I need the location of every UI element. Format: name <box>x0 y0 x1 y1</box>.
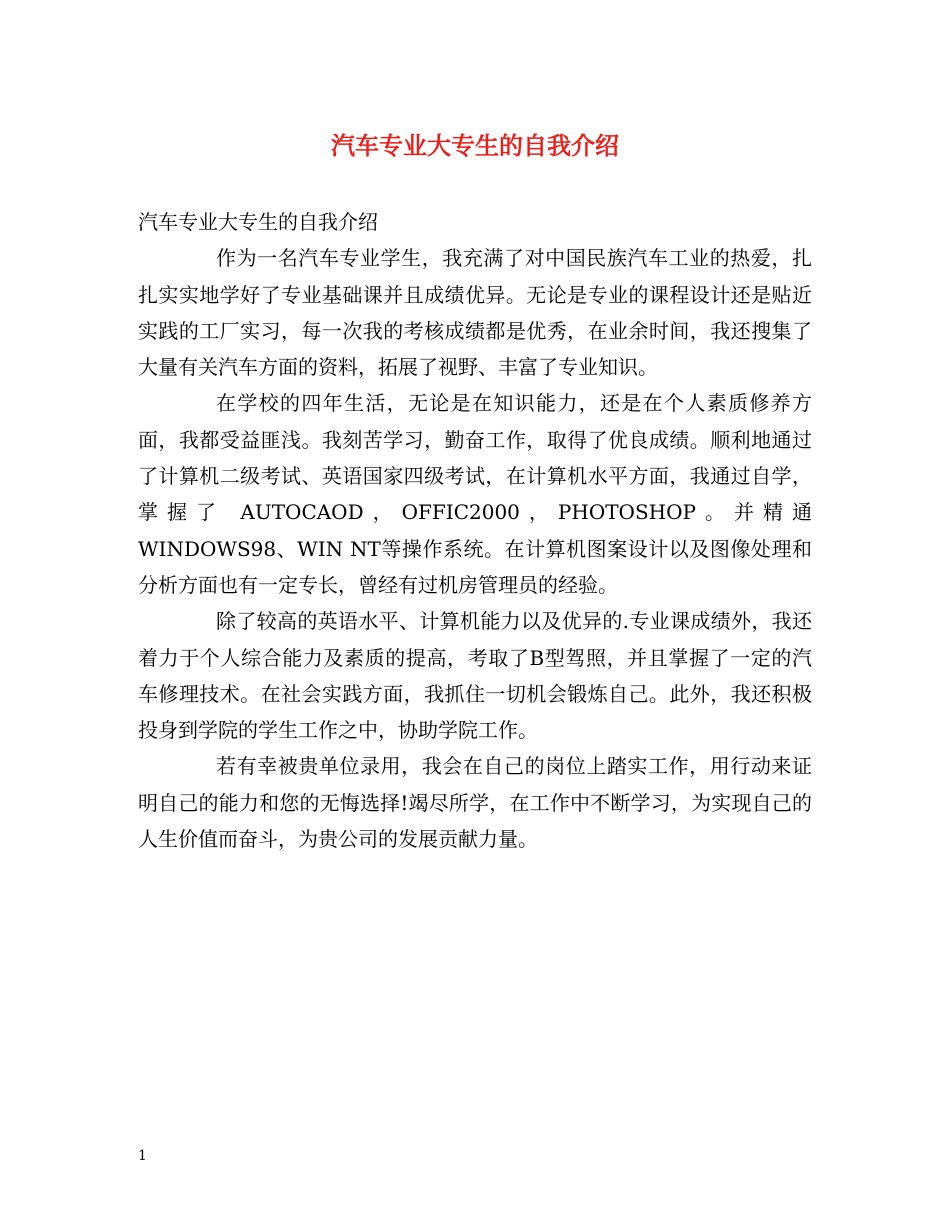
paragraph-3: 除了较高的英语水平、计算机能力以及优异的.专业课成绩外，我还着力于个人综合能力及素质的提高，考取了B型驾照，并且掌握了一定的汽车修理技术。在社会实践方面，我抓住一切机会锻炼自己。此外，我还积极投身到学院的学生工作之中，协助学院工作。 <box>138 609 812 743</box>
document-title: 汽车专业大专生的自我介绍 <box>331 132 619 160</box>
paragraph-2: 在学校的四年生活，无论是在知识能力，还是在个人素质修养方面，我都受益匪浅。我刻苦学习，勤奋工作，取得了优良成绩。顺利地通过了计算机二级考试、英语国家四级考试，在计算机水平方面，我通过自学，掌握了 AUTOCAOD，OFFIC2000，PHOTOSHOP。并精通WINDOWS98、WIN NT等操作系统。在计算机图案设计以及图像处理和分析方面也有一定专长，曾经有过机房管理员的经验。 <box>138 391 812 597</box>
page-number: 1 <box>138 1148 147 1164</box>
document-body <box>138 204 812 857</box>
paragraph-4: 若有幸被贵单位录用，我会在自己的岗位上踏实工作，用行动来证明自己的能力和您的无悔选择!竭尽所学，在工作中不断学习，为实现自己的人生价值而奋斗，为贵公司的发展贡献力量。 <box>138 754 812 852</box>
paragraph-1: 作为一名汽车专业学生，我充满了对中国民族汽车工业的热爱，扎扎实实地学好了专业基础课并且成绩优异。无论是专业的课程设计还是贴近实践的工厂实习，每一次我的考核成绩都是优秀，在业余时间，我还搜集了大量有关汽车方面的资料，拓展了视野、丰富了专业知识。 <box>138 246 812 380</box>
document-subtitle: 汽车专业大专生的自我介绍 <box>138 210 378 234</box>
